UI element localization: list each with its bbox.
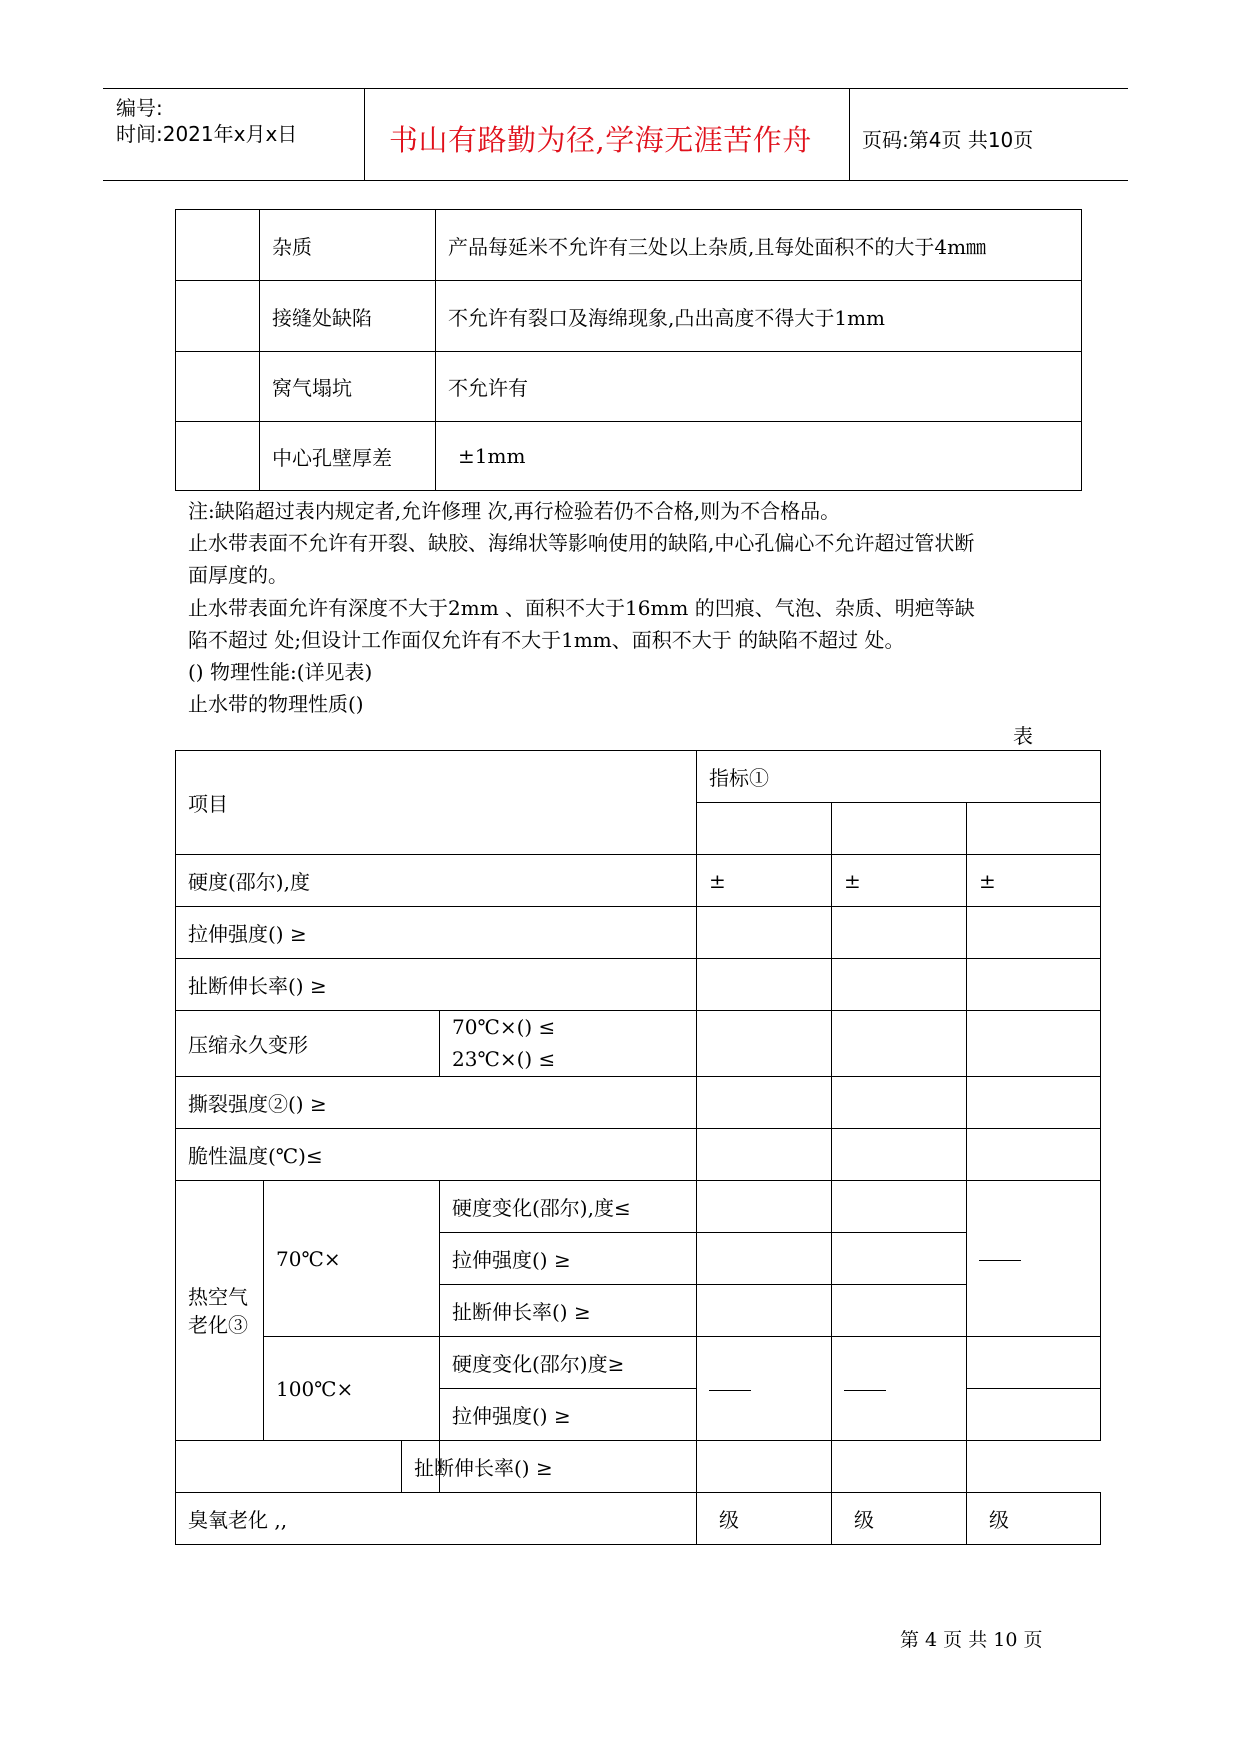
table-row: [176, 751, 1101, 803]
compression-sub: 70℃×() ≤: [440, 1011, 697, 1043]
table-row: [176, 1441, 1101, 1493]
table-cell: [832, 1181, 967, 1233]
elongation-label: 扯断伸长率() ≥: [176, 959, 697, 1011]
table-cell: [697, 1077, 832, 1129]
hardness-value: ±: [832, 855, 967, 907]
hardness-label: 硬度(邵尔),度: [176, 855, 697, 907]
ozone-value: 级: [697, 1493, 832, 1545]
table-cell: [832, 803, 967, 855]
tear-label: 撕裂强度②() ≥: [176, 1077, 697, 1129]
aging-70-elongation: 扯断伸长率() ≥: [440, 1285, 697, 1337]
table-cell: [832, 1285, 967, 1337]
aging-100-hardness: 硬度变化(邵尔)度≥: [440, 1337, 697, 1389]
table-row: [176, 281, 1082, 352]
table-cell: [176, 281, 260, 352]
table-cell: [832, 1011, 967, 1077]
table-cell: [832, 959, 967, 1011]
table-row: [176, 1181, 1101, 1233]
table-cell: [176, 422, 260, 491]
dash-mark: [844, 1390, 886, 1391]
compression-label: 压缩永久变形: [176, 1011, 440, 1077]
table-row: [176, 1493, 1101, 1545]
table-cell: [697, 1233, 832, 1285]
note-line: 止水带的物理性质(): [188, 692, 364, 716]
ozone-label: 臭氧老化 ,,: [176, 1493, 697, 1545]
table-row: [176, 1337, 1101, 1389]
table-cell: [697, 1285, 832, 1337]
page-label: 页码:第4页 共10页: [862, 128, 1034, 152]
table-row: [176, 907, 1101, 959]
aging-100-tensile: 拉伸强度() ≥: [440, 1389, 697, 1441]
aging-label-text: 热空气老化③: [188, 1284, 248, 1337]
aging-extra-elongation: 扯断伸长率() ≥: [402, 1441, 440, 1493]
time-label: 时间:2021年x月x日: [116, 122, 298, 146]
table-row: [176, 422, 1082, 491]
table-cell: [967, 1077, 1101, 1129]
table-label: 表: [1013, 724, 1033, 748]
table-cell: [832, 1129, 967, 1181]
hardness-value: ±: [967, 855, 1101, 907]
brittle-label: 脆性温度(℃)≤: [176, 1129, 697, 1181]
physical-properties-table: [175, 750, 1101, 1545]
table-row: [176, 855, 1101, 907]
aging-label: [176, 1181, 264, 1441]
tensile-label: 拉伸强度() ≥: [176, 907, 697, 959]
table-cell: [176, 352, 260, 422]
note-line: 止水带表面不允许有开裂、缺胶、海绵状等影响使用的缺陷,中心孔偏心不允许超过管状断: [188, 531, 975, 555]
table-cell: [697, 1441, 832, 1493]
table-cell: [697, 1011, 832, 1077]
table-cell: [967, 1389, 1101, 1441]
table-cell: [697, 1181, 832, 1233]
aging-temp-70: 70℃×: [264, 1181, 440, 1337]
table-cell: [697, 803, 832, 855]
defect-requirement: 产品每延米不允许有三处以上杂质,且每处面积不的大于4m㎜: [436, 210, 1082, 281]
table-cell: [176, 1441, 402, 1493]
table-cell: [697, 959, 832, 1011]
defect-item: 中心孔壁厚差: [260, 422, 436, 491]
note-line: 注:缺陷超过表内规定者,允许修理 次,再行检验若仍不合格,则为不合格品。: [188, 499, 841, 523]
dash-mark: [979, 1260, 1021, 1261]
page-footer: 第 4 页 共 10 页: [900, 1629, 1043, 1651]
dash-cell: [832, 1337, 967, 1441]
table-row: [176, 210, 1082, 281]
serial-label: 编号:: [116, 96, 163, 120]
table-row: [176, 1129, 1101, 1181]
aging-70-tensile: 拉伸强度() ≥: [440, 1233, 697, 1285]
defect-requirement: 不允许有: [436, 352, 1082, 422]
defect-item: 接缝处缺陷: [260, 281, 436, 352]
table-row: [176, 1011, 1101, 1043]
table-cell: [967, 907, 1101, 959]
defect-requirement: ±1mm: [436, 422, 1082, 491]
aging-temp-100: 100℃×: [264, 1337, 440, 1441]
table-cell: [967, 1011, 1101, 1077]
defect-table: [175, 209, 1082, 491]
table-row: [176, 959, 1101, 1011]
table-cell: [176, 210, 260, 281]
table-cell: [967, 1337, 1101, 1389]
dash-mark: [709, 1390, 751, 1391]
ozone-value: 级: [832, 1493, 967, 1545]
dash-cell: [967, 1181, 1101, 1337]
defect-item: 杂质: [260, 210, 436, 281]
header-divider-right: [849, 88, 850, 180]
table-cell: [832, 1441, 967, 1493]
table-cell: [697, 1129, 832, 1181]
note-line: 面厚度的。: [188, 563, 288, 587]
defect-requirement: 不允许有裂口及海绵现象,凸出高度不得大于1mm: [436, 281, 1082, 352]
table-cell: [967, 959, 1101, 1011]
header-motto: 书山有路勤为径,学海无涯苦作舟: [389, 123, 812, 157]
aging-70-hardness: 硬度变化(邵尔),度≤: [440, 1181, 697, 1233]
header-bottom-rule: [103, 180, 1128, 181]
hardness-value: ±: [697, 855, 832, 907]
table-cell: [832, 1233, 967, 1285]
table-cell: [967, 803, 1101, 855]
note-line: 止水带表面允许有深度不大于2mm 、面积不大于16mm 的凹痕、气泡、杂质、明疤等缺: [188, 596, 975, 620]
header-divider-left: [364, 88, 365, 180]
table-cell: [967, 1129, 1101, 1181]
table-row: [176, 1077, 1101, 1129]
header-top-rule: [103, 88, 1128, 89]
table-cell: [697, 907, 832, 959]
compression-sub: 23℃×() ≤: [440, 1043, 697, 1077]
note-line: () 物理性能:(详见表): [188, 660, 373, 684]
header-index: 指标①: [697, 751, 1101, 803]
header-item: 项目: [176, 751, 697, 855]
table-row: [176, 352, 1082, 422]
table-cell: [832, 1077, 967, 1129]
defect-item: 窝气塌坑: [260, 352, 436, 422]
dash-cell: [697, 1337, 832, 1441]
ozone-value: 级: [967, 1493, 1101, 1545]
table-cell: [832, 907, 967, 959]
note-line: 陷不超过 处;但设计工作面仅允许有不大于1mm、面积不大于 的缺陷不超过 处。: [188, 628, 905, 652]
